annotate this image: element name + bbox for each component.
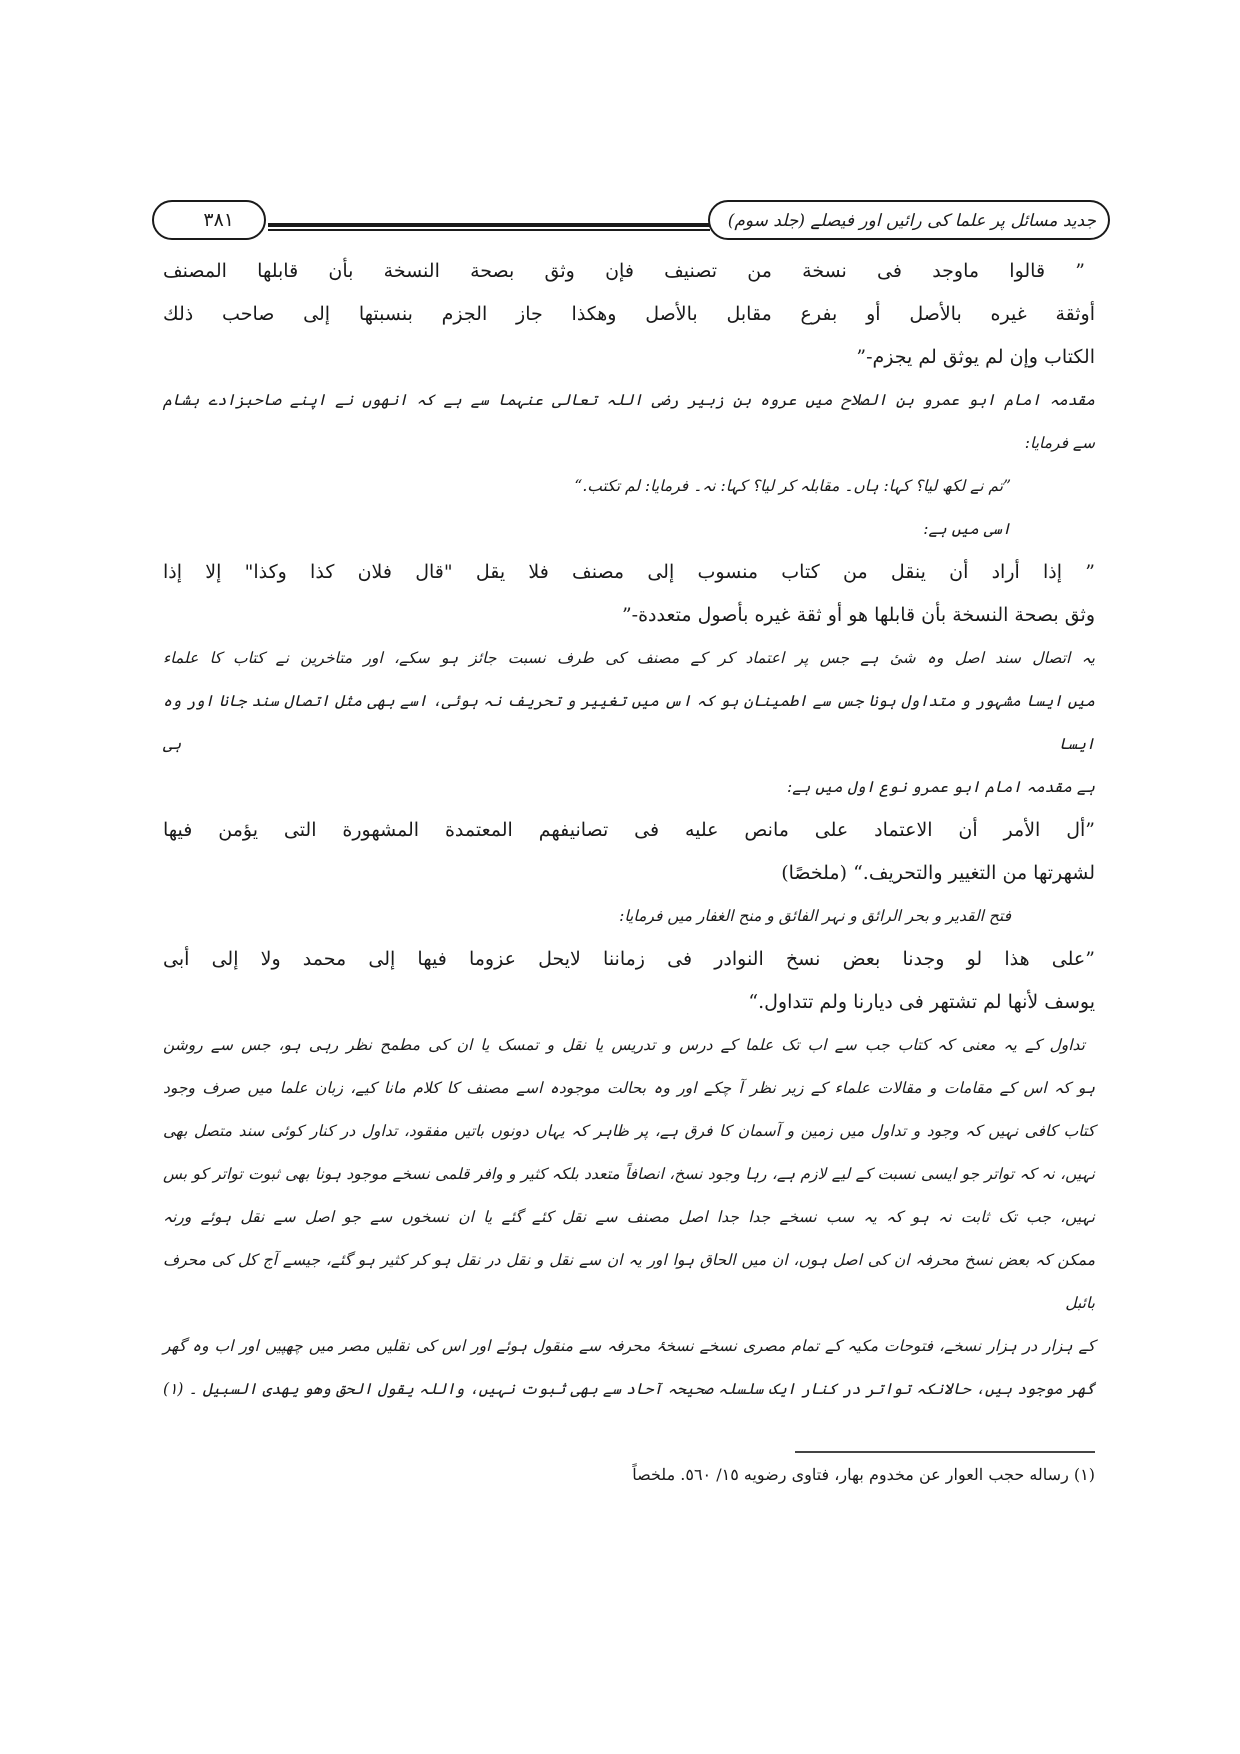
urdu-text-line: میں ایسا مشہور و متداول ہونا جس سے اطمینان ہو کہ اس میں تغییر و تحریف نہ ہوئی، اسے بھی مثل اتصال سند جانا اور وہ ایسا ہی: [163, 692, 1095, 753]
arabic-text-line: لشهرتها من التغییر والتحریف.“ (ملخصًا): [781, 862, 1095, 884]
urdu-text-line: نہیں، جب تک ثابت نہ ہو کہ یہ سب نسخے جدا جدا اصل مصنف سے نقل کئے گئے یا ان نسخوں سے جو اصل سے نقل ہوئے ورنہ: [163, 1208, 1095, 1226]
urdu-text-line: ہے مقدمہ امام ابو عمرو نوع اول میں ہے:: [786, 778, 1095, 796]
arabic-text-line: أوثقة غیره بالأصل أو بفرع مقابل بالأصل وهكذا جاز الجزم بنسبتها إلى صاحب ذلك: [163, 303, 1095, 325]
book-title: جدید مسائل پر علما کی رائیں اور فیصلے (جلد سوم): [708, 200, 1110, 240]
running-header: [150, 198, 1110, 242]
arabic-text-line: ”على هذا لو وجدنا بعض نسخ النوادر فی زماننا لایحل عزوما فیها إلى محمد ولا إلى أبی: [163, 948, 1095, 970]
footnote-text: رساله حجب العوار عن مخدوم بهار، فتاوی رضویه ١٥/ ٥٦٠. ملخصاً: [632, 1465, 1069, 1484]
urdu-text-line: ممکن کہ بعض نسخ محرفہ ان کی اصل ہوں، ان میں الحاق ہوا اور یہ ان سے نقل و نقل در نقل ہو کر کثیر ہو گئے، جیسے آج کل کی محرف بائبل: [163, 1251, 1095, 1312]
body-text: [163, 250, 1095, 1411]
urdu-text-line: گھر موجود ہیں، حالانکہ تواتر در کنار ایک سلسلہ صحیحہ آحاد سے بھی ثبوت نہیں، واللہ یقول الحق وهو یهدی السبیل ۔ (١): [163, 1380, 1095, 1398]
urdu-text-line: سے فرمایا:: [1024, 434, 1095, 452]
footnote-divider: [795, 1451, 1095, 1453]
urdu-text-line: ہو کہ اس کے مقامات و مقالات علماء کے زیر نظر آ چکے اور وہ بحالت موجودہ اسے مصنف کا کلام مانا کیے، زبان علما میں صرف وجود: [163, 1079, 1095, 1097]
footnote-marker: (١): [1073, 1465, 1095, 1484]
urdu-text-line: تداول کے یہ معنی کہ کتاب جب سے اب تک علما کے درس و تدریس یا نقل و تمسک یا ان کی مطمح نظر رہی ہو، جس سے روشن: [163, 1036, 1085, 1054]
urdu-text-line: فتح القدیر و بحر الرائق و نہر الفائق و منح الغفار میں فرمایا:: [619, 907, 1011, 925]
footnote-area: [163, 1451, 1095, 1489]
arabic-text-line: وثق بصحة النسخة بأن قابلها هو أو ثقة غیره بأصول متعددة-”: [621, 604, 1095, 626]
arabic-text-line: الكتاب وإن لم یوثق لم یجزم-”: [856, 346, 1095, 368]
urdu-text-line: ”تم نے لکھ لیا؟ کہا: ہاں۔ مقابلہ کر لیا؟ کہا: نہ۔ فرمایا: لم تکتب.“: [574, 477, 1011, 495]
urdu-text-line: کتاب کافی نہیں کہ وجود و تداول میں زمین و آسمان کا فرق ہے، پر ظاہر کہ یہاں دونوں باتیں مفقود، تداول در کنار کوئی سند متصل بھی: [163, 1122, 1095, 1140]
arabic-text-line: ” قالوا ماوجد فی نسخة من تصنیف فإن وثق بصحة النسخة بأن قابلها المصنف: [163, 260, 1085, 282]
footnote: [163, 1461, 1095, 1489]
urdu-text-line: یہ اتصال سند اصل وہ شیٔ ہے جس پر اعتماد کر کے مصنف کی طرف نسبت جائز ہو سکے، اور متاخرین نے کتاب کا علماء: [163, 649, 1095, 667]
urdu-text-line: نہیں، نہ کہ تواتر جو ایسی نسبت کے لیے لازم ہے، رہا وجود نسخ، انصافاً متعدد بلکہ کثیر و وافر قلمی نسخے موجود ہونا بھی ثبوت تواتر کو بس: [163, 1165, 1095, 1183]
urdu-text-line: مقدمہ امام ابو عمرو بن الصلاح میں عروہ بن زبیر رضی اللہ تعالی عنہما سے ہے کہ انھوں نے اپنے صاحبزادے ہشام: [163, 391, 1095, 409]
urdu-text-line: اسی میں ہے:: [923, 520, 1011, 538]
page-number: ٣٨١: [152, 200, 266, 240]
urdu-text-line: کے ہزار در ہزار نسخے، فتوحات مکیہ کے تمام مصری نسخے نسخۂ محرفہ سے منقول ہوئے اور اس کی نقلیں مصر میں چھپیں اور اب وہ گھر: [163, 1337, 1095, 1355]
header-rule-thick: [268, 223, 710, 227]
arabic-text-line: یوسف لأنها لم تشتهر فی دیارنا ولم تتداول.“: [748, 991, 1095, 1013]
arabic-text-line: ” إذا أراد أن ینقل من كتاب منسوب إلى مصنف فلا یقل "قال فلان كذا وكذا" إلا إذا: [163, 561, 1095, 583]
header-rule-thin: [268, 229, 710, 231]
arabic-text-line: ”أل الأمر أن الاعتماد على مانص علیه فی تصانیفهم المعتمدة المشهورة التی یؤمن فیها: [163, 819, 1095, 841]
